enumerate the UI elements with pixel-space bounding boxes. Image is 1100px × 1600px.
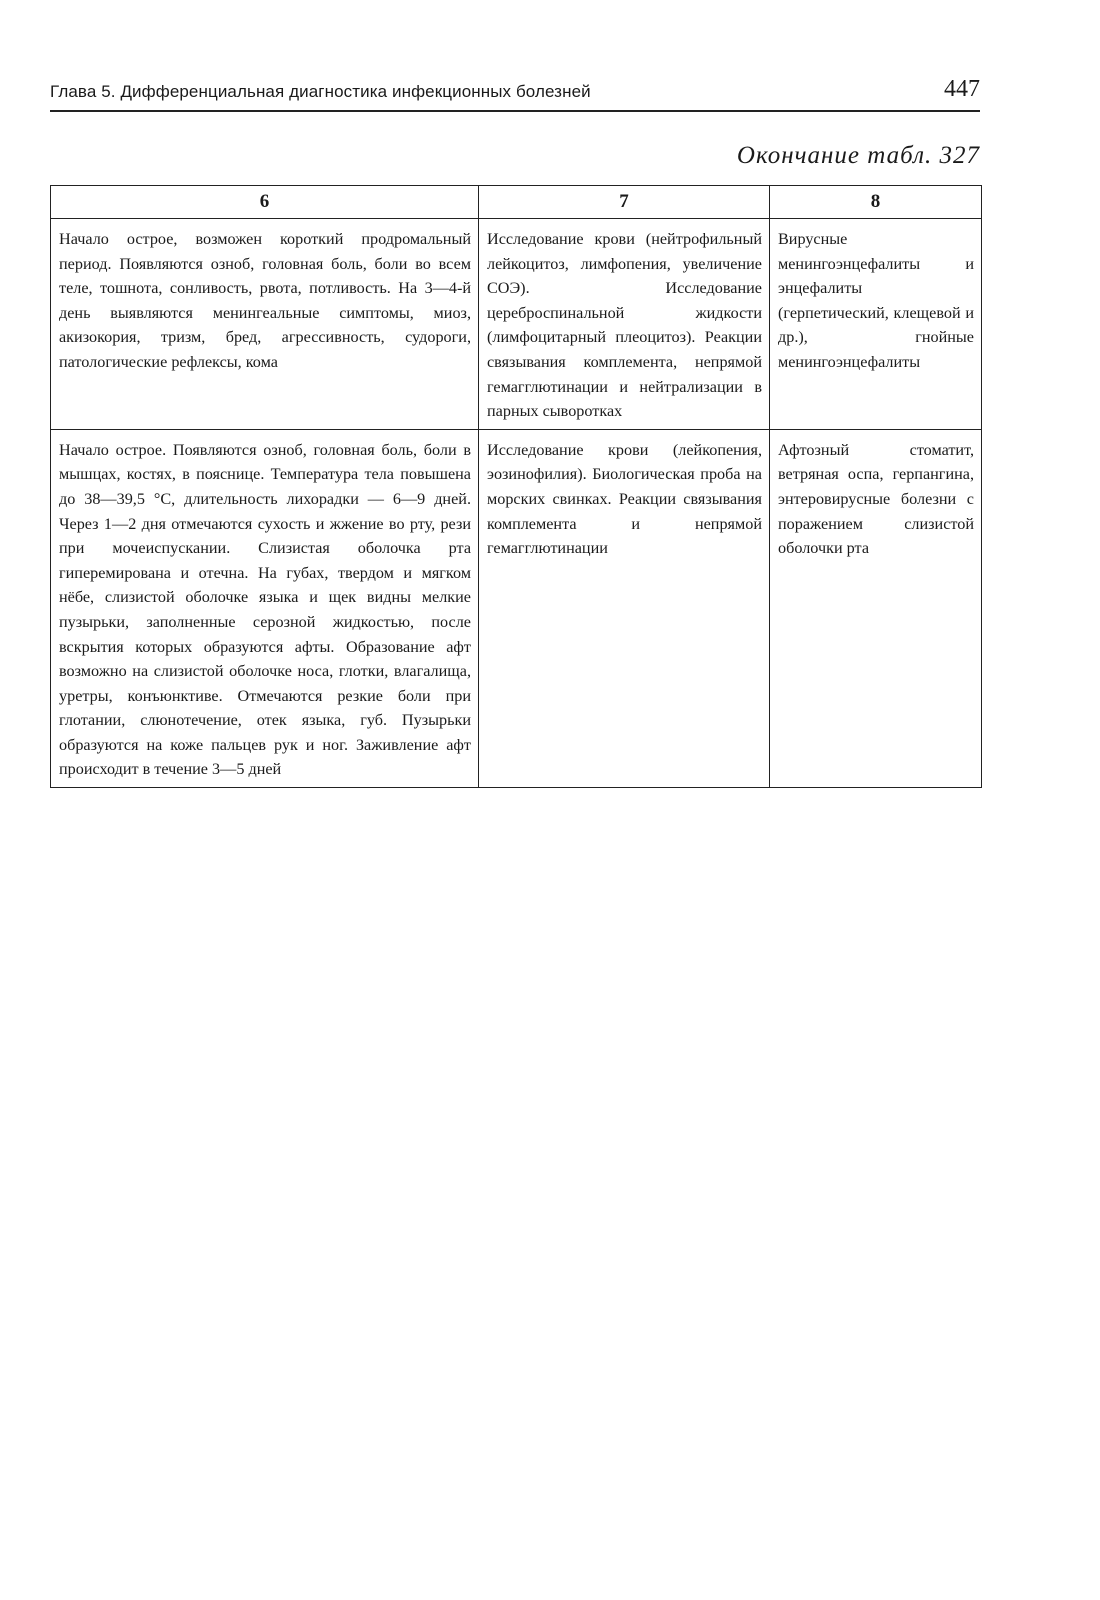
table-row xyxy=(51,429,982,787)
page-number: 447 xyxy=(944,76,980,102)
continuation-table xyxy=(50,185,982,788)
table-header-row xyxy=(51,186,982,219)
differential-diagnosis-cell: Афтозный стоматит, ветряная оспа, герпангина, энтеровирусные болезни с поражением слизистой оболочки рта xyxy=(770,429,982,787)
diagnostics-cell: Исследование крови (нейтрофильный лейкоцитоз, лимфопения, увеличение СОЭ). Исследование цереброспинальной жидкости (лимфоцитарный плеоцитоз). Реакции связывания комплемента, непрямой гемагглютинации и нейтрализации в парных сыворотках xyxy=(479,219,770,430)
running-header xyxy=(50,76,980,112)
table-caption: Окончание табл. 327 xyxy=(736,142,980,169)
clinical-picture-cell: Начало острое, возможен короткий продромальный период. Появляются озноб, головная боль, боли во всем теле, тошнота, сонливость, рвота, потливость. На 3—4-й день выявляются менингеальные симптомы, миоз, акизокория, тризм, бред, агрессивность, судороги, патологические рефлексы, кома xyxy=(51,219,479,430)
column-header-6: 6 xyxy=(51,186,479,219)
column-header-7: 7 xyxy=(479,186,770,219)
diagnostics-cell: Исследование крови (лейкопения, эозинофилия). Биологическая проба на морских свинках. Реакции связывания комплемента и непрямой гемагглютинации xyxy=(479,429,770,787)
table-row xyxy=(51,219,982,430)
chapter-title: Глава 5. Дифференциальная диагностика инфекционных болезней xyxy=(50,82,591,101)
column-header-8: 8 xyxy=(770,186,982,219)
differential-diagnosis-cell: Вирусные менингоэнцефалиты и энцефалиты (герпетический, клещевой и др.), гнойные менингоэнцефалиты xyxy=(770,219,982,430)
clinical-picture-cell: Начало острое. Появляются озноб, головная боль, боли в мышцах, костях, в пояснице. Температура тела повышена до 38—39,5 °С, длительность лихорадки — 6—9 дней. Через 1—2 дня отмечаются сухость и жжение во рту, рези при мочеиспускании. Слизистая оболочка рта гиперемирована и отечна. На губах, твердом и мягком нёбе, слизистой оболочке языка и щек видны мелкие пузырьки, заполненные серозной жидкостью, после вскрытия которых образуются афты. Образование афт возможно на слизистой оболочке носа, глотки, влагалища, уретры, конъюнктиве. Отмечаются резкие боли при глотании, слюнотечение, отек языка, губ. Пузырьки образуются на коже пальцев рук и ног. Заживление афт происходит в течение 3—5 дней xyxy=(51,429,479,787)
